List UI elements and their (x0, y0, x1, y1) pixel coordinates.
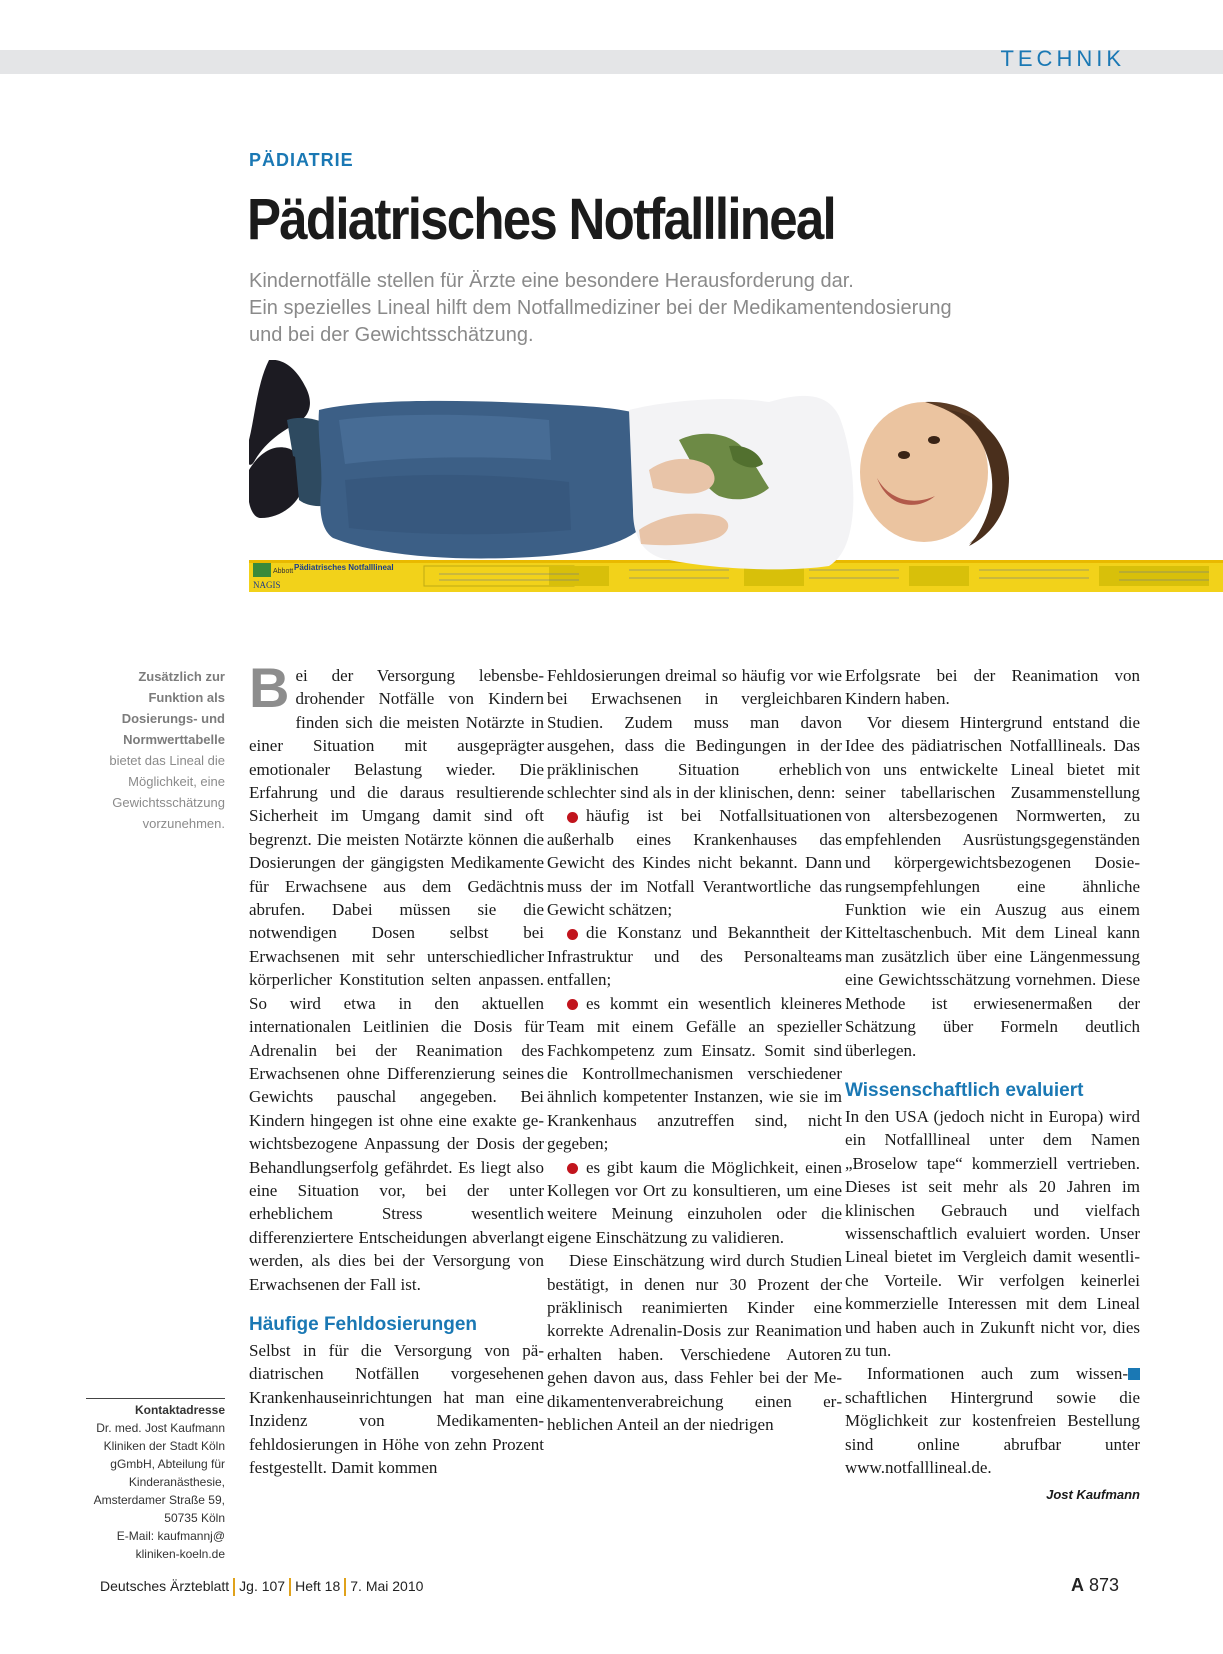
page-number-value: 873 (1088, 1575, 1119, 1595)
paragraph: Diese Einschätzung wird durch Studien bestätigt, in denen nur 30 Prozent der präklinisch reanimierten Kinder eine korrekte Adrenalin-Dosis zur Reanimation erhalten haben. Verschiedene Autoren gehen davon aus, dass Fehler bei der Medikamentenverabreichung einen erheblichen Anteil an der niedrigen (547, 1251, 842, 1434)
lead-line: Ein spezielles Lineal hilft dem Notfallmediziner bei der Medikamentendosierung (249, 297, 952, 319)
contact-line: Kinderanästhesie, (128, 1475, 225, 1489)
paragraph-text: Informationen auch zum wissenschaftlichen Hintergrund sowie die Möglichkeit zur kostenfreien Bestellung sind online abrufbar unter www.notfalllineal.de. (845, 1364, 1140, 1477)
paragraph: Fehldosierungen dreimal so häufig vor wie bei Erwachsenen in vergleichbaren Studien. Zudem muss man davon ausgehen, dass die Bedingungen in der präklinischen Situation erheblich schlechter sind als in der klinischen, denn: (547, 666, 842, 803)
sidenote-bold-line: Dosierungs- und (121, 711, 225, 726)
ruler-title: Pädiatrisches Notfalllineal (294, 563, 394, 572)
footer (100, 1578, 423, 1596)
bullet-item (547, 992, 842, 1156)
article-lead (249, 268, 1149, 349)
paragraph: In den USA (jedoch nicht in Europa) wird ein Notfalllineal unter dem Namen „Broselow tape“ kommerziell vertrieben. Dieses ist seit mehr als 20 Jahren im klinischen Gebrauch und vielfach wissenschaftlich evaluiert worden. Unser Lineal bietet im Vergleich damit wesentliche Vorteile. Wir verfolgen keinerlei kommerzielle Interessen mit dem Lineal und haben auch in Zukunft nicht vor, dies zu tun. (845, 1106, 1140, 1360)
contact-heading: Kontaktadresse (134, 1403, 225, 1417)
article-column-2 (547, 664, 842, 1436)
bullet-dot-icon (567, 929, 578, 940)
section-label: TECHNIK (1000, 46, 1125, 71)
sidenote-line: vorzunehmen. (142, 816, 225, 831)
article-title: Pädiatrisches Notfalllineal (247, 187, 835, 252)
footer-date: 7. Mai 2010 (350, 1578, 424, 1594)
page-number (1071, 1575, 1119, 1596)
bullet-text: es gibt kaum die Möglichkeit, einen Kollegen vor Ort zu konsultieren, um eine weitere Meinung einzuholen oder die eigene Einschätzung zu validieren. (547, 1157, 842, 1247)
contact-line: Dr. med. Jost Kaufmann (96, 1421, 225, 1435)
contact-rule (86, 1398, 225, 1399)
subheading: Häufige Fehldosierungen (249, 1313, 478, 1335)
footer-volume: Jg. 107 (239, 1578, 286, 1594)
author-signature: Jost Kaufmann (1046, 1487, 1140, 1503)
abbott-logo-mark (253, 563, 271, 577)
bullet-text: die Konstanz und Bekanntheit der Infrastruktur und des Personalteams entfallen; (547, 923, 842, 990)
contact-line: gGmbH, Abteilung für (110, 1457, 225, 1471)
footer-separator (289, 1578, 291, 1596)
bullet-item (547, 1156, 842, 1250)
bullet-text: es kommt ein wesentlich kleineres Team mit einem Gefälle an spezieller Fachkompetenz zum Einsatz. Somit sind die Kontrollmechanismen verschiedener ähnlich kompetenter Instanzen, wie sie im Krankenhaus anzutreffen sind, nicht gegeben; (547, 993, 842, 1154)
lead-line: Kindernotfälle stellen für Ärzte eine besondere Herausforderung dar. (249, 270, 854, 292)
contact-email[interactable]: kliniken-koeln.de (135, 1547, 225, 1561)
bullet-item (547, 921, 842, 991)
sidenote-line: Gewichtsschätzung (112, 795, 225, 810)
contact-email[interactable]: E-Mail: kaufmannj@ (116, 1529, 225, 1543)
bullet-text: häufig ist bei Notfallsituationen außerhalb eines Krankenhauses das Gewicht des Kindes nicht bekannt. Dann muss der im Notfall Verantwortliche das Gewicht schätzen; (547, 806, 842, 920)
sidenote-bold-line: Normwerttabelle (123, 732, 225, 747)
sidenote-line: Möglichkeit, eine (128, 774, 225, 789)
footer-journal: Deutsches Ärzteblatt (100, 1578, 230, 1594)
contact-line: 50735 Köln (164, 1511, 225, 1525)
paragraph: Vor diesem Hintergrund entstand die Idee des pädiatrischen Notfalllineals. Das von uns entwickelte Lineal bietet mit seiner tabellarischen Zusammenstellung von altersbezogenen Normwerten, zu empfehlenden Ausrüstungsgegenständen und körpergewichtsbezogenen Dosierungsempfehlungen eine ähnliche Funktion wie ein Auszug aus einem Kitteltaschenbuch. Mit dem Lineal kann man zusätzlich über eine Längenmessung eine Gewichtsschätzung vornehmen. Diese Methode ist erwiesenermaßen der Schätzung über Formeln deutlich überlegen. (845, 712, 1140, 1060)
ruler-logo: NAGIS (253, 580, 281, 590)
drop-cap: B (249, 656, 290, 719)
paragraph: Selbst in für die Versorgung von pädiatrischen Notfällen vorgesehenen Krankenhauseinrichtungen hat man eine Inzidenz von Medikamentenfehldosierungen in Höhe von zehn Prozent festgestellt. Damit kommen (249, 1340, 544, 1477)
footer-separator (344, 1578, 346, 1596)
contact-box (86, 1398, 225, 1563)
bullet-item (547, 804, 842, 921)
sidenote-bold-line: Funktion als (148, 690, 225, 705)
article-column-3 (845, 664, 1140, 1507)
bullet-dot-icon (567, 999, 578, 1010)
end-mark-icon (1128, 1368, 1140, 1380)
sidenote-line: bietet das Lineal die (109, 753, 225, 768)
paragraph-text: ei der Versorgung lebensbedrohender Notfälle von Kindern finden sich die meisten Notärzte in einer Situation mit ausgeprägter emotionaler Belastung wieder. Die Erfahrung und die daraus resultierende Sicherheit im Umgang damit sind oft begrenzt. Die meisten Notärzte können die Dosierungen der gängigsten Medikamente für Erwachsene aus dem Gedächtnis abrufen. Dabei müssen sie die notwendigen Dosen selbst bei Erwachsenen mit sehr unterschiedlicher körperlicher Konstitution selten anpassen. So wird etwa in den aktuellen internationalen Leitlinien die Dosis für Adrenalin bei der Reanimation des Erwachsenen ohne Differenzierung seines Gewichts pauschal angegeben. Bei Kindern hingegen ist ohne eine exakte gewichtsbezogene Anpassung der Dosis der Behandlungserfolg gefährdet. Es liegt also eine Situation vor, bei der unter erheblichem Stress wesentlich differenziertere Entscheidungen abverlangt werden, als dies bei der Versorgung von Erwachsenen der Fall ist. (249, 666, 544, 1294)
paragraph (249, 656, 544, 1296)
sidenote-bold-line: Zusätzlich zur (138, 669, 225, 684)
bullet-dot-icon (567, 1163, 578, 1174)
footer-issue: Heft 18 (295, 1578, 341, 1594)
hero-photo-child-on-ruler (249, 360, 1223, 645)
contact-line: Amsterdamer Straße 59, (93, 1493, 225, 1507)
ruler-brand: Abbott (273, 568, 294, 575)
sidenote (80, 666, 225, 834)
contact-line: Kliniken der Stadt Köln (103, 1439, 225, 1453)
page-prefix: A (1070, 1575, 1084, 1595)
bullet-dot-icon (567, 812, 578, 823)
paragraph: Erfolgsrate bei der Reanimation von Kindern haben. (845, 666, 1140, 709)
paragraph (845, 1362, 1140, 1479)
footer-separator (233, 1578, 235, 1596)
subheading: Wissenschaftlich evaluiert (845, 1079, 1084, 1101)
article-kicker: PÄDIATRIE (249, 150, 354, 170)
article-column-1 (249, 656, 544, 1479)
lead-line: und bei der Gewichtsschätzung. (249, 324, 534, 346)
